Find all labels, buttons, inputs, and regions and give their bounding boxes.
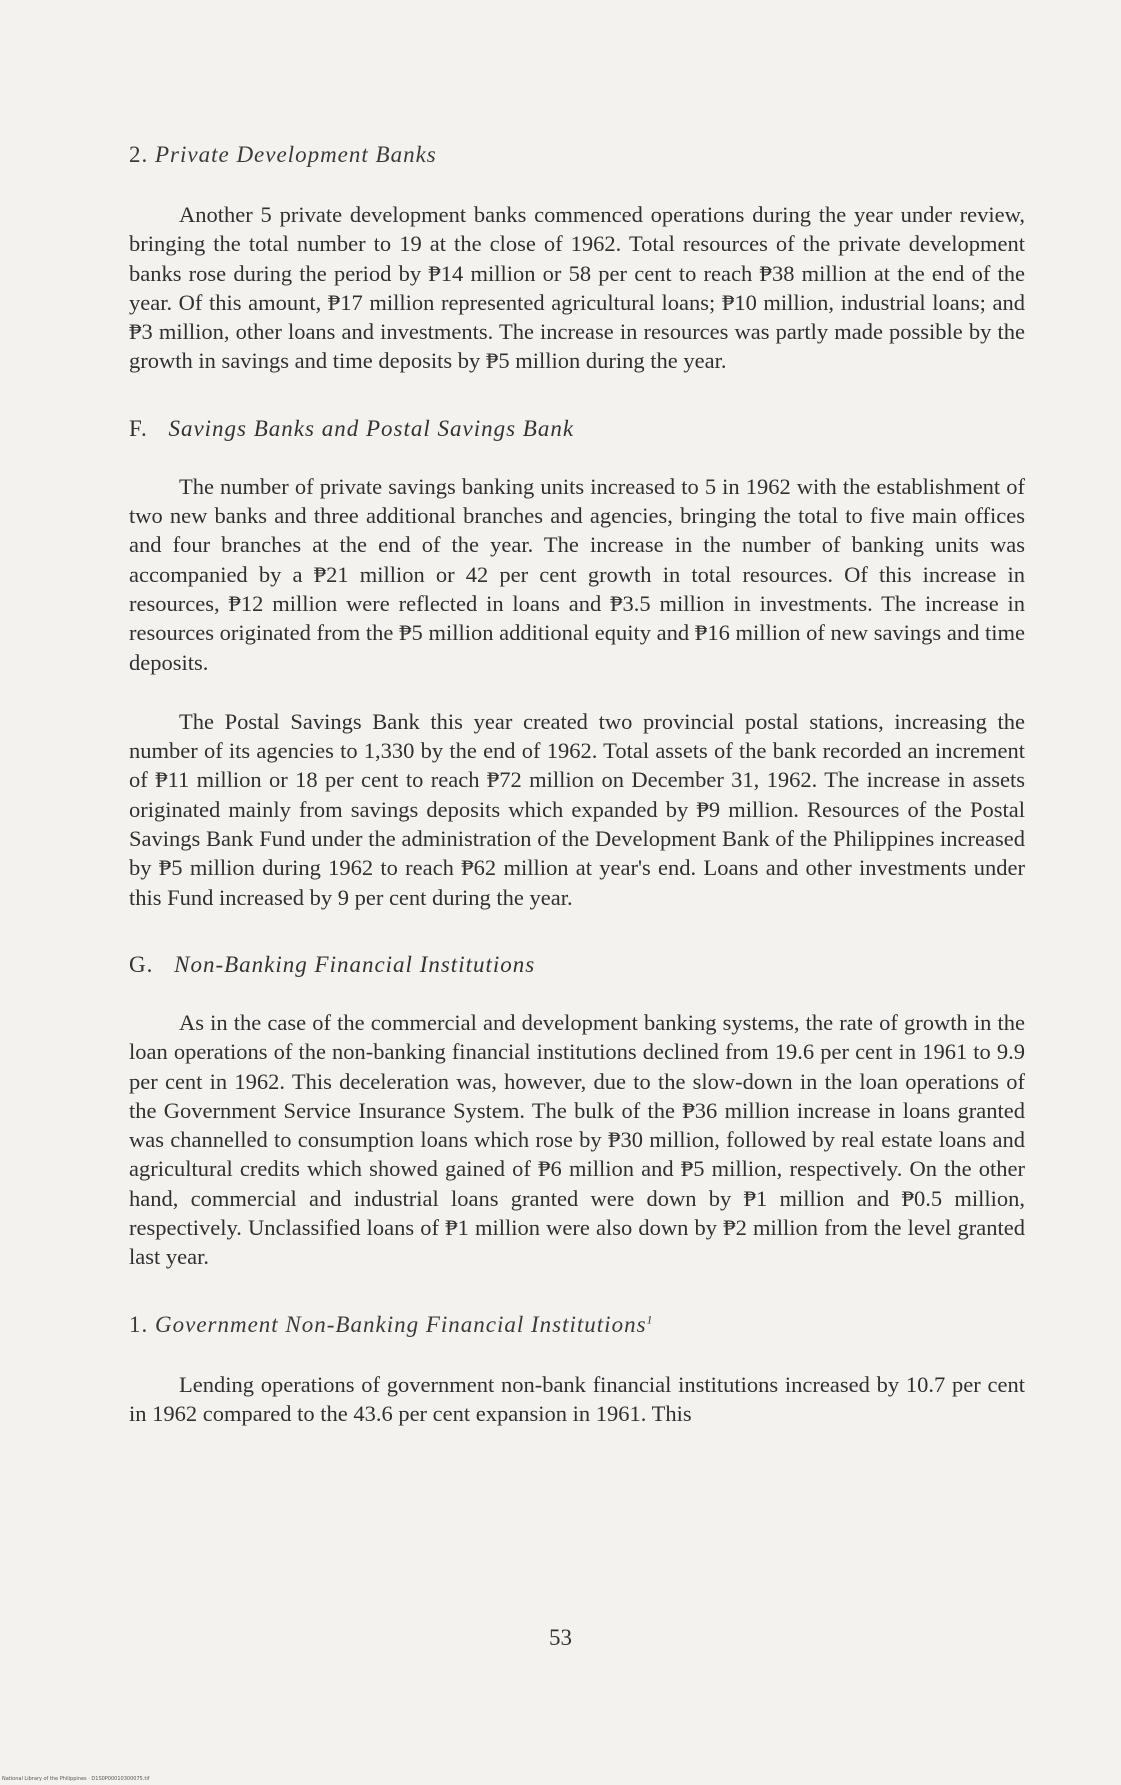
scan-footer-label: National Library of the Philippines · D1S0P00010300075.tif bbox=[2, 1776, 150, 1782]
section-title: Savings Banks and Postal Savings Bank bbox=[168, 415, 575, 441]
section-letter: G. bbox=[129, 951, 154, 977]
paragraph-government-non-banking: Lending operations of government non-bank financial institutions increased by 10.7 per cent in 1962 compared to the 43.6 per cent expansion in 1961. This bbox=[129, 1371, 1025, 1426]
section-heading-non-banking bbox=[129, 952, 1025, 978]
footnote-mark: 1 bbox=[646, 1311, 654, 1326]
page-content bbox=[129, 142, 1025, 1428]
paragraph-non-banking: As in the case of the commercial and development banking systems, the rate of growth in the loan operations of the non-banking financial institutions declined from 19.6 per cent in 1961 to 9.9 per cent in 1962. This deceleration was, however, due to the slow-down in the loan operations of the Government Service Insurance System. The bulk of the ₱36 million increase in loans granted was channelled to consumption loans which rose by ₱30 million, followed by real estate loans and agricultural credits which showed gained of ₱6 million and ₱5 million, respectively. On the other hand, commercial and industrial loans granted were down by ₱1 million and ₱0.5 million, respectively. Unclassified loans of ₱1 million were also down by ₱2 million from the level granted last year. bbox=[129, 1009, 1025, 1270]
paragraph-savings-banks-units: The number of private savings banking units increased to 5 in 1962 with the establishment of two new banks and three additional branches and agencies, bringing the total to five main offices and four branches at the end of the year. The increase in the number of banking units was accompanied by a ₱21 million or 42 per cent growth in total resources. Of this increase in resources, ₱12 million were reflected in loans and ₱3.5 million in investments. The increase in resources originated from the ₱5 million additional equity and ₱16 million of new savings and time deposits. bbox=[129, 473, 1025, 675]
section-letter: F. bbox=[129, 415, 148, 441]
paragraph-postal-savings-bank: The Postal Savings Bank this year created two provincial postal stations, increasing the number of its agencies to 1,330 by the end of 1962. Total assets of the bank recorded an increment of ₱11 million or 18 per cent to reach ₱72 million on December 31, 1962. The increase in assets originated mainly from savings deposits which expanded by ₱9 million. Resources of the Postal Savings Bank Fund under the administration of the Development Bank of the Philippines increased by ₱5 million during 1962 to reach ₱62 million at year's end. Loans and other investments under this Fund increased by 9 per cent during the year. bbox=[129, 708, 1025, 910]
subheading-title: Private Development Banks bbox=[155, 142, 437, 167]
section-title: Non-Banking Financial Institutions bbox=[174, 951, 536, 977]
paragraph-private-development-banks: Another 5 private development banks commenced operations during the year under review, bringing the total number to 19 at the close of 1962. Total resources of the private development banks rose during the period by ₱14 million or 58 per cent to reach ₱38 million at the end of the year. Of this amount, ₱17 million represented agricultural loans; ₱10 million, industrial loans; and ₱3 million, other loans and investments. The increase in resources was partly made possible by the growth in savings and time deposits by ₱5 million during the year. bbox=[129, 202, 1025, 374]
section-heading-savings-banks bbox=[129, 416, 1025, 442]
subheading-title: Government Non-Banking Financial Institutions bbox=[155, 1311, 647, 1337]
page-number: 53 bbox=[549, 1625, 572, 1650]
subheading-number: 1. bbox=[129, 1311, 149, 1337]
subheading-government-non-banking bbox=[129, 1312, 1025, 1338]
subheading-number: 2. bbox=[129, 142, 149, 167]
subheading-private-development-banks bbox=[129, 142, 1025, 168]
